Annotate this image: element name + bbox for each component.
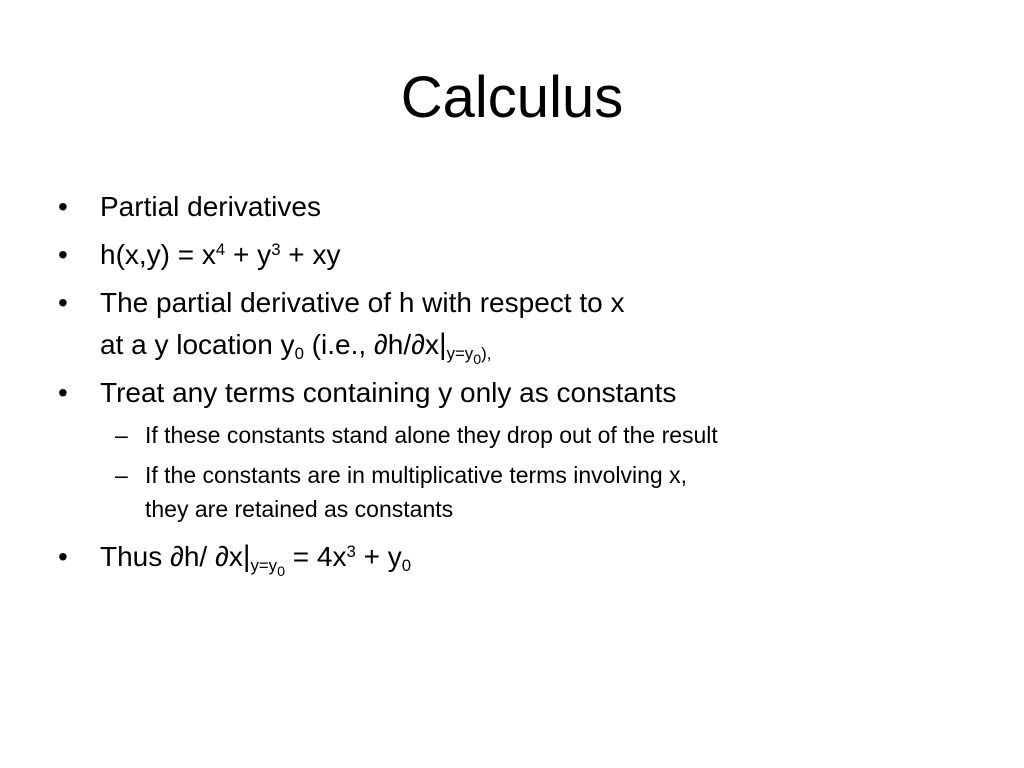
- definition-line-2: at a y location y: [100, 329, 295, 360]
- function-plus-y: + y: [225, 239, 272, 270]
- dash-mark: –: [115, 462, 128, 488]
- function-tail: + xy: [280, 239, 341, 270]
- bullet-result: [58, 536, 798, 581]
- evaluation-bar: |: [438, 328, 447, 361]
- exponent-4: 4: [215, 239, 226, 259]
- subbullet-text: If the constants are in multiplicative terms involving x, they are retained as constants: [145, 462, 688, 522]
- evaluation-y: y=y: [446, 344, 474, 364]
- bullet-mark: •: [58, 541, 68, 572]
- subscript-0: 0: [294, 344, 304, 364]
- evaluation-sub-0: 0: [473, 352, 482, 369]
- bullet-function-definition: [58, 234, 798, 276]
- definition-notation: (i.e., ∂h/∂x: [303, 329, 439, 360]
- evaluation-y: y=y: [250, 556, 278, 576]
- evaluation-subscript: [250, 556, 286, 581]
- subbullet-multiplicative: [58, 458, 705, 526]
- bullet-text: Partial derivatives: [100, 191, 321, 222]
- bullet-text: Treat any terms containing y only as constants: [100, 377, 677, 408]
- slide-body: [58, 186, 798, 584]
- subbullet-text: If these constants stand alone they drop out of the result: [145, 422, 718, 448]
- bullet-mark: •: [58, 287, 68, 318]
- bullet-treat-constants: [58, 372, 798, 414]
- exponent-3: 3: [271, 239, 281, 259]
- evaluation-bar: |: [242, 540, 251, 573]
- bullet-partial-definition: [58, 282, 798, 369]
- evaluation-tail: ),: [481, 344, 492, 364]
- result-plus: + y: [355, 541, 402, 572]
- evaluation-sub-0: 0: [277, 564, 286, 581]
- exponent-3: 3: [346, 541, 356, 561]
- bullet-mark: •: [58, 377, 68, 408]
- bullet-partial-derivatives: [58, 186, 798, 228]
- bullet-mark: •: [58, 191, 68, 222]
- function-lhs: h(x,y) = x: [100, 239, 216, 270]
- bullet-mark: •: [58, 239, 68, 270]
- result-head: Thus ∂h/ ∂x: [100, 541, 243, 572]
- subscript-0: 0: [401, 556, 412, 576]
- evaluation-subscript: [446, 344, 492, 369]
- dash-mark: –: [115, 422, 128, 448]
- slide-title: Calculus: [400, 65, 624, 130]
- definition-line-1: The partial derivative of h with respect to x: [100, 287, 625, 318]
- result-equals: = 4x: [285, 541, 347, 572]
- subbullet-stand-alone: [58, 418, 785, 452]
